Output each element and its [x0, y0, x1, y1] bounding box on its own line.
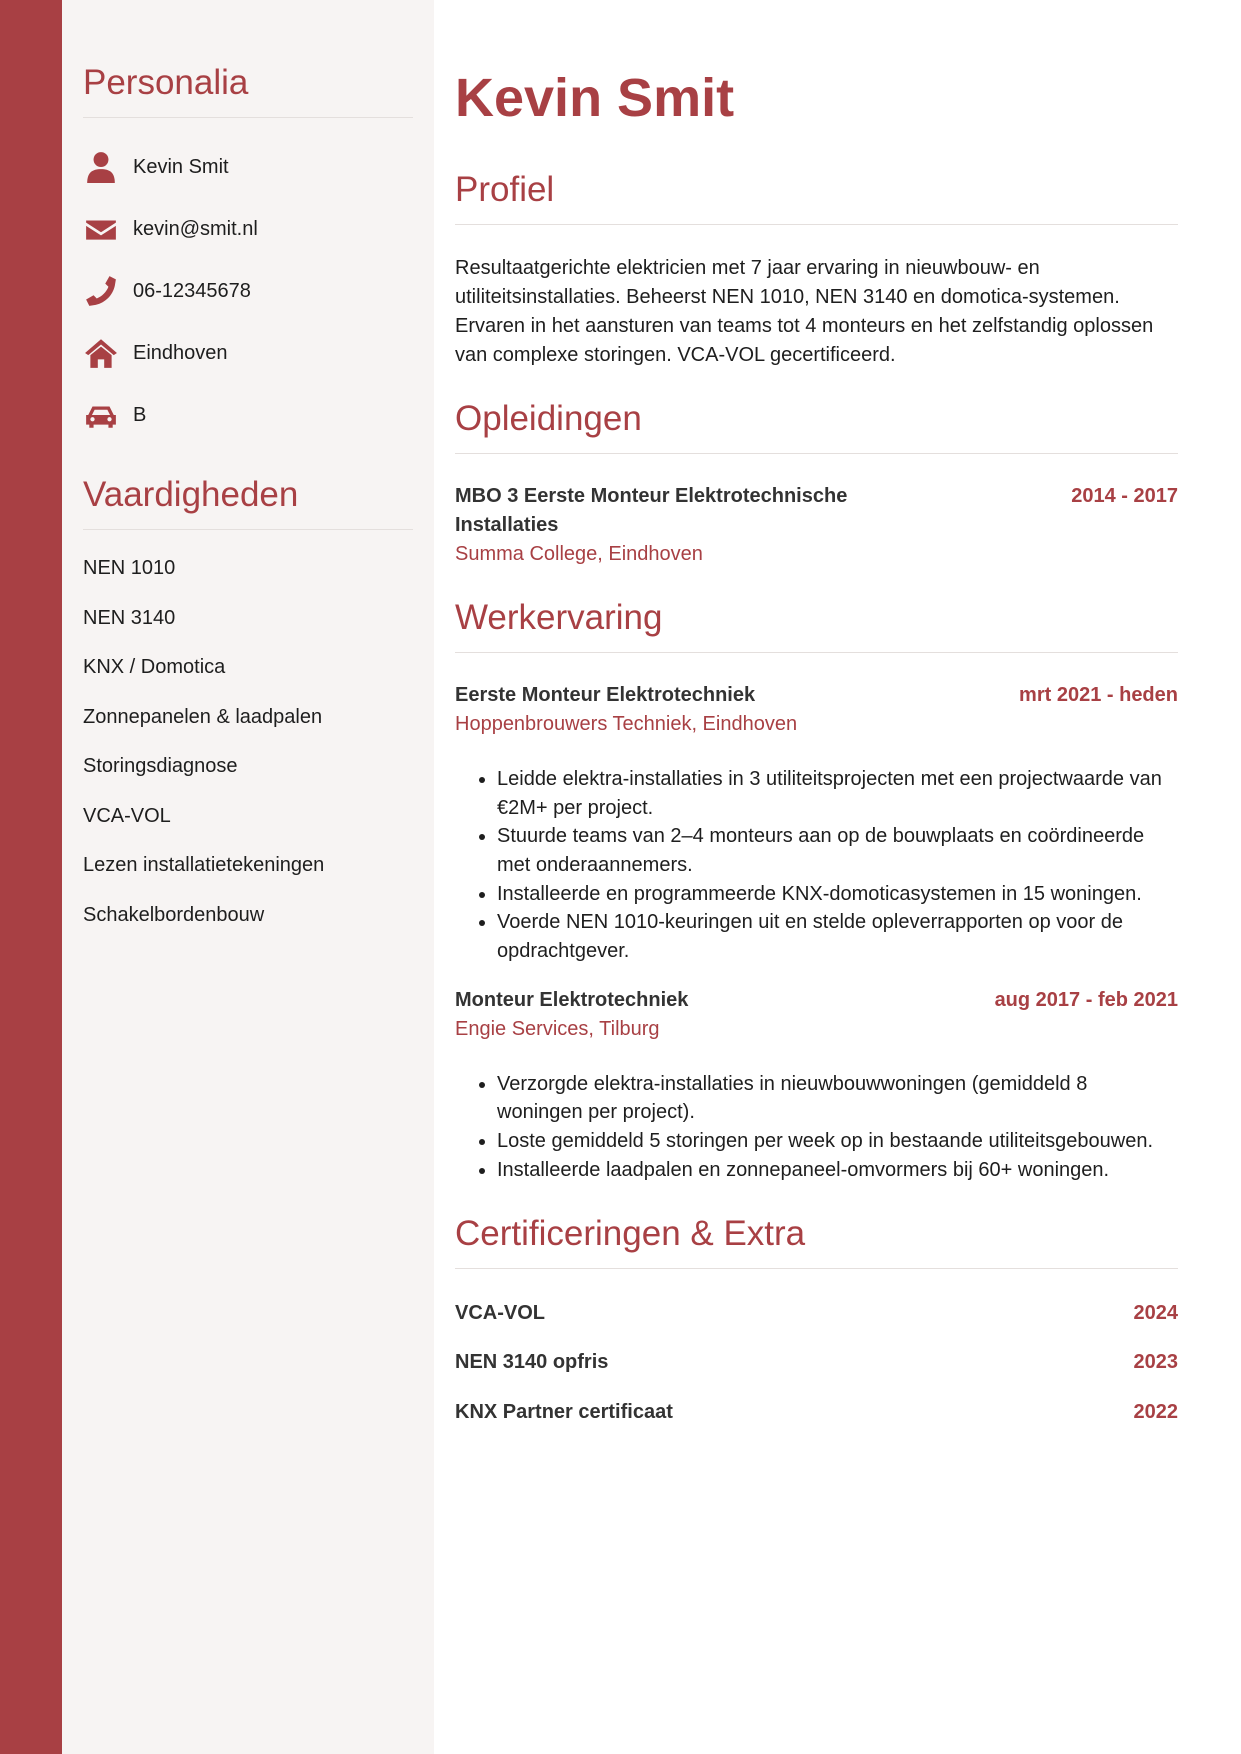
cert-item — [455, 1338, 1178, 1388]
cert-name: KNX Partner certificaat — [455, 1400, 673, 1423]
sidebar — [62, 0, 434, 1754]
job-bullet: • Verzorgde elektra-installaties in nieuwbouwwoningen (gemiddeld 8 woningen per project). — [497, 1070, 1178, 1127]
home-icon — [83, 335, 119, 371]
job-bullet: • Loste gemiddeld 5 storingen per week op in bestaande utiliteitsgebouwen. — [497, 1127, 1178, 1156]
job-bullets — [455, 1070, 1178, 1185]
skill-item: Schakelbordenbouw — [83, 903, 265, 926]
envelope-icon — [83, 211, 119, 247]
skill-item: VCA-VOL — [83, 804, 171, 827]
contact-email — [83, 198, 413, 260]
job-entry — [455, 986, 1178, 1185]
candidate-name: Kevin Smit — [455, 68, 735, 128]
skills-list — [83, 544, 413, 940]
contact-list — [83, 136, 413, 446]
job-title: Monteur Elektrotechniek — [455, 988, 689, 1011]
cert-item — [455, 1289, 1178, 1339]
skill-item: KNX / Domotica — [83, 656, 226, 679]
skill-item: Lezen installatietekeningen — [83, 854, 325, 877]
job-bullet: • Voerde NEN 1010-keuringen uit en stelde opleverrapporten op voor de opdrachtgever. — [497, 908, 1178, 965]
skill-item: Zonnepanelen & laadpalen — [83, 705, 323, 728]
cert-year: 2023 — [1133, 1351, 1178, 1374]
experience-heading: Werkervaring — [455, 597, 1178, 653]
job-bullets — [455, 765, 1178, 966]
job-dates: aug 2017 - feb 2021 — [994, 988, 1178, 1011]
education-entry — [455, 482, 1178, 569]
skill-item: Storingsdiagnose — [83, 755, 238, 778]
cert-year: 2024 — [1133, 1301, 1178, 1324]
job-dates: mrt 2021 - heden — [1019, 683, 1178, 706]
contact-license — [83, 384, 413, 446]
skills-heading: Vaardigheden — [83, 474, 413, 530]
cert-item — [455, 1388, 1178, 1438]
profile-text: Resultaatgerichte elektricien met 7 jaar ervaring in nieuwbouw- en utiliteitsinstallaties. Beheerst NEN 1010, NEN 3140 en domotica-systemen. Ervaren in het aansturen van teams tot 4 monteurs en het zelfstandig oplossen van complexe storingen. VCA-VOL gecertificeerd. — [455, 256, 1154, 366]
contact-location — [83, 322, 413, 384]
profile-heading: Profiel — [455, 169, 1178, 225]
car-icon — [83, 397, 119, 433]
job-bullet: • Installeerde laadpalen en zonnepaneel-omvormers bij 60+ woningen. — [497, 1156, 1178, 1185]
personalia-heading: Personalia — [83, 62, 413, 118]
education-school: Summa College, Eindhoven — [455, 542, 703, 565]
contact-phone-text: 06-12345678 — [133, 279, 251, 302]
cert-name: VCA-VOL — [455, 1301, 545, 1324]
job-bullet: • Stuurde teams van 2–4 monteurs aan op de bouwplaats en coördineerde met onderaannemers. — [497, 822, 1178, 879]
skill-item: NEN 3140 — [83, 606, 176, 629]
contact-license-text: B — [133, 403, 147, 426]
job-bullet: • Installeerde en programmeerde KNX-domoticasystemen in 15 woningen. — [497, 880, 1178, 909]
job-title: Eerste Monteur Elektrotechniek — [455, 683, 756, 706]
education-heading: Opleidingen — [455, 398, 1178, 454]
job-company: Engie Services, Tilburg — [455, 1017, 660, 1040]
job-company: Hoppenbrouwers Techniek, Eindhoven — [455, 712, 798, 735]
contact-phone — [83, 260, 413, 322]
certifications-list — [455, 1289, 1178, 1438]
contact-email-text: kevin@smit.nl — [133, 217, 258, 240]
cert-year: 2022 — [1133, 1400, 1178, 1423]
phone-icon — [83, 273, 119, 309]
job-bullet: • Leidde elektra-installaties in 3 utiliteitsprojecten met een projectwaarde van €2M+ per project. — [497, 765, 1178, 822]
contact-name — [83, 136, 413, 198]
accent-stripe — [0, 0, 62, 1754]
job-entry — [455, 681, 1178, 966]
skill-item: NEN 1010 — [83, 557, 176, 580]
contact-name-text: Kevin Smit — [133, 155, 229, 178]
certifications-heading: Certificeringen & Extra — [455, 1213, 1178, 1269]
education-title: MBO 3 Eerste Monteur Elektrotechnische Installaties — [455, 484, 848, 536]
contact-location-text: Eindhoven — [133, 341, 228, 364]
education-dates: 2014 - 2017 — [1071, 484, 1178, 507]
user-icon — [83, 149, 119, 185]
main-content — [455, 56, 1178, 1437]
cert-name: NEN 3140 opfris — [455, 1351, 609, 1374]
